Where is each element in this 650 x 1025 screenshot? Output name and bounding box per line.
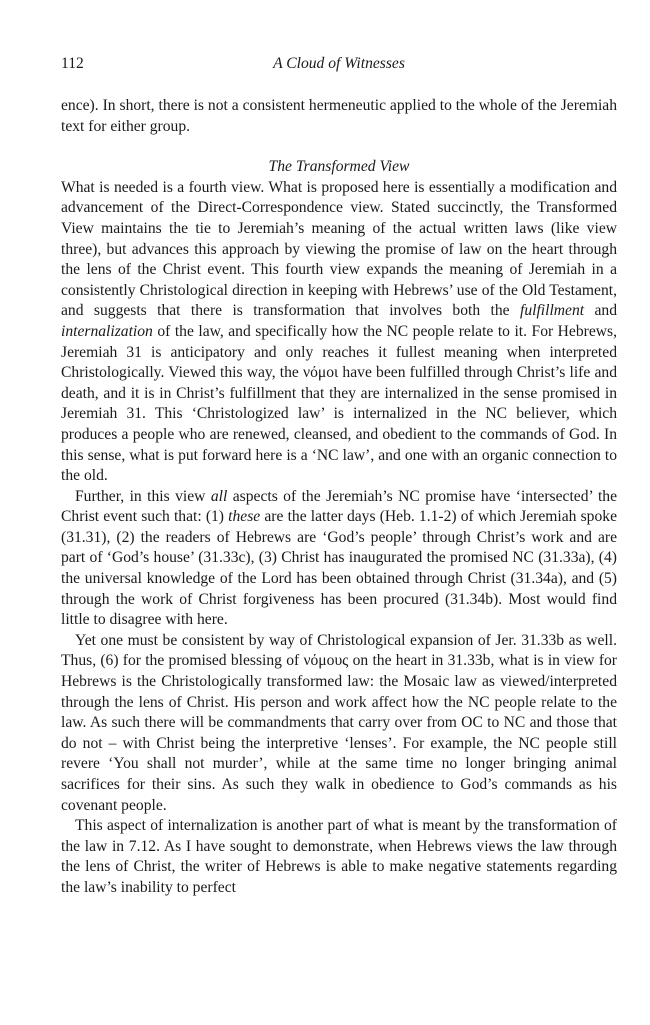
emphasis-these: these	[228, 508, 261, 526]
text-run: Further, in this view	[75, 487, 211, 505]
text-run: are the latter days (Heb. 1.1-2) of which Jeremiah spoke (31.31), (2) the readers of Hebrews are ‘God’s people’ through Christ’s work and are part of ‘God’s house’ (31.33c), (3) Christ has inaugurated the promised NC (31.33a), (4) the universal knowledge of the Lord has been obtained through Christ (31.34a), and (5) through the work of Christ forgiveness has been procured (31.34b). Most would find little to disagree with here.	[61, 508, 617, 629]
emphasis-all: all	[210, 487, 228, 505]
text-run: What is needed is a fourth view. What is proposed here is essentially a modification and advancement of the Direct-Correspondence view. Stated succinctly, the Transformed View maintains the tie to Jeremiah’s meaning of the actual written laws (like view three), but advances this approach by viewing the promise of law on the heart through the lens of the Christ event. This fourth view expands the meaning of Jeremiah in a consistently Christological direction in keeping with Hebrews’ use of the Old Testament, and suggests that there is transformation that involves both the	[61, 178, 617, 320]
running-title: A Cloud of Witnesses	[273, 55, 405, 72]
paragraph-transformed-view	[61, 178, 617, 487]
page-header	[61, 54, 617, 80]
text-run: of the law, and specifically how the NC people relate to it. For Hebrews, Jeremiah 31 is anticipatory and only reaches it fullest meaning when interpreted Christologically. Viewed this way, the νόμοι have been fulfilled through Christ’s life and death, and it is in Christ’s fulfillment that they are internalized in the sense promised in Jeremiah 31. This ‘Christologized law’ is internalized in the NC believer, which produces a people who are renewed, cleansed, and obedient to the commands of God. In this sense, what is put forward here is a ‘NC law’, and one with an organic connection to the old.	[61, 322, 617, 485]
text-run: and	[584, 302, 617, 320]
paragraph-further	[61, 487, 617, 631]
section-heading: The Transformed View	[268, 158, 410, 176]
emphasis-fulfillment: fulfillment	[519, 302, 585, 320]
book-page	[61, 54, 617, 899]
text-run: aspects of the Jeremiah’s NC promise have ‘intersected’ the Christ event such that: (1)	[61, 487, 618, 526]
paragraph-internalization: This aspect of internalization is another part of what is meant by the transformation of the law in 7.12. As I have sought to demonstrate, when Hebrews views the law through the lens of Christ, the writer of Hebrews is able to make negative statements regarding the law’s inability to perfect	[61, 817, 617, 896]
paragraph-continued: ence). In short, there is not a consistent hermeneutic applied to the whole of the Jeremiah text for either group.	[61, 97, 617, 135]
page-number: 112	[61, 55, 84, 72]
emphasis-internalization: internalization	[61, 322, 153, 340]
paragraph-consistent: Yet one must be consistent by way of Christological expansion of Jer. 31.33b as well. Thus, (6) for the promised blessing of νόμους on the heart in 31.33b, what is in view for Hebrews is the Christologically transformed law: the Mosaic law as viewed/interpreted through the lens of Christ. His person and work affect how the NC people relate to the law. As such there will be commandments that carry over from OC to NC and those that do not – with Christ being the interpretive ‘lenses’. For example, the NC people still revere ‘You shall not murder’, while at the same time no longer bringing animal sacrifices for their sins. As such they walk in obedience to God’s commands as his covenant people.	[61, 631, 617, 814]
